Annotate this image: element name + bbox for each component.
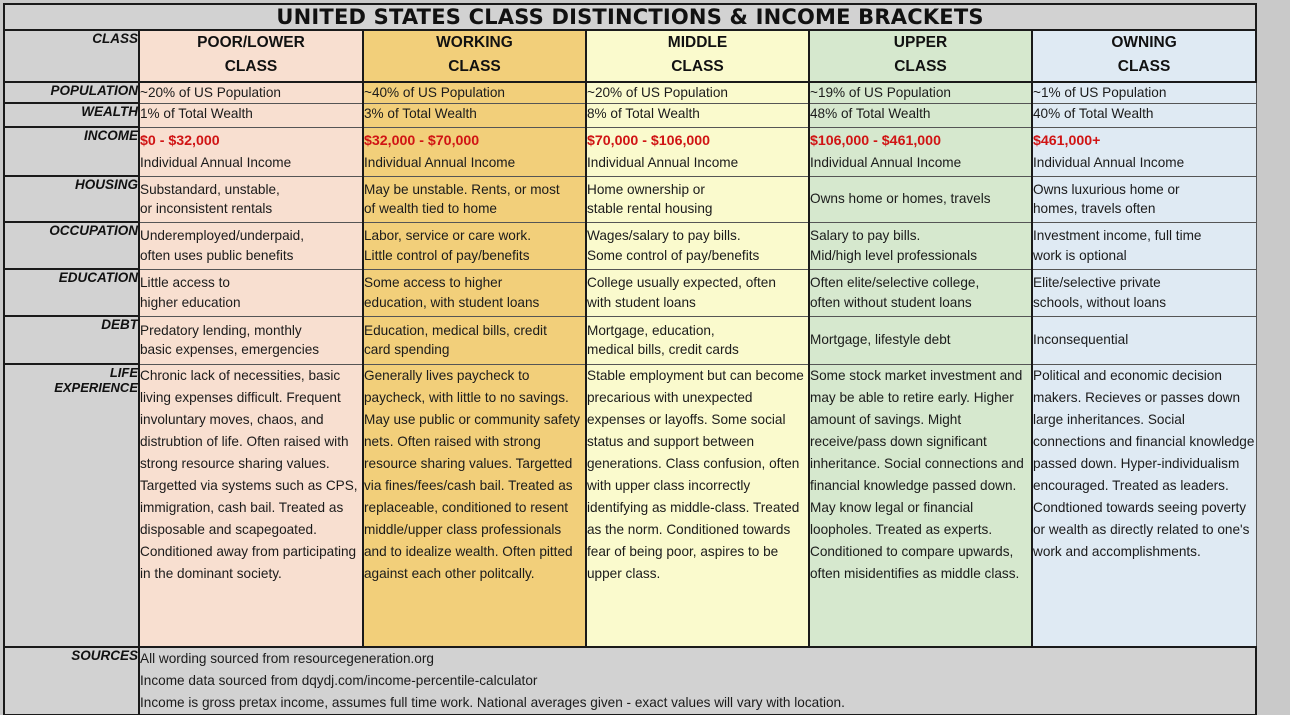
corner-label-class: CLASS [4,30,139,82]
text-line: Investment income, full time [1033,228,1202,243]
text-line: with student loans [587,294,696,310]
header-line-1: UPPER [893,34,948,51]
text-line: education, with student loans [364,294,540,310]
table-row [4,103,1256,127]
text-line: Underemployed/underpaid, [140,228,304,243]
text-line: work is optional [1033,247,1127,263]
text-line: medical bills, credit cards [587,342,739,358]
cell-life-experience-owning: Political and economic decision makers. Recieves or passes down large inheritances. Social connections and financial knowledge passed down. Hyper-individualism encouraged. Treated as leaders. Condtioned towards seeing poverty or wealth as directly related to one's work and accomplishments. [1032,364,1256,647]
source-line: Income is gross pretax income, assumes full time work. National averages given - exact values will vary with location. [140,695,845,711]
text-line: Inconsequential [1033,332,1129,348]
table-row [4,269,1256,316]
cell-wealth-owning: 40% of Total Wealth [1032,103,1256,127]
text-line: homes, travels often [1033,201,1156,217]
cell-population-poor: ~20% of US Population [139,82,363,103]
cell-debt-middle [586,316,809,364]
cell-housing-working [363,176,586,222]
text-line: Often elite/selective college, [810,275,980,290]
income-sub-label: Individual Annual Income [364,155,516,170]
cell-wealth-poor: 1% of Total Wealth [139,103,363,127]
cell-income-owning [1032,127,1256,176]
cell-education-owning [1032,269,1256,316]
cell-population-working: ~40% of US Population [363,82,586,103]
text-line: Elite/selective private [1033,275,1161,290]
cell-education-poor [139,269,363,316]
income-amount: $106,000 - $461,000 [810,132,941,149]
text-line: Mortgage, education, [587,322,715,338]
row-label-income: INCOME [4,127,139,176]
row-label-population: POPULATION [4,82,139,103]
cell-population-middle: ~20% of US Population [586,82,809,103]
row-label-line-2: EXPERIENCE [54,380,138,396]
row-label-education: EDUCATION [4,269,139,316]
text-line: May be unstable. Rents, or most [364,181,560,197]
income-sub-label: Individual Annual Income [1033,155,1185,170]
cell-income-poor [139,127,363,176]
cell-occupation-middle [586,222,809,269]
row-label-line-1: LIFE [109,365,138,381]
text-line: Education, medical bills, credit [364,322,547,338]
row-label-life-experience [4,364,139,647]
row-label-sources: SOURCES [4,647,139,715]
cell-life-experience-upper: Some stock market investment and may be able to retire early. Higher amount of savings. Might receive/pass down significant inheritance. Social connections and financial knowledge passed down. May know legal or financial loopholes. Treated as experts. Conditioned to compare upwards, often misidentifies as middle class. [809,364,1032,647]
text-line: schools, without loans [1033,294,1166,310]
text-line: College usually expected, often [587,275,776,290]
header-row [4,30,1256,82]
cell-education-middle [586,269,809,316]
cell-housing-owning [1032,176,1256,222]
title-row [4,4,1256,30]
page-title: UNITED STATES CLASS DISTINCTIONS & INCOME BRACKETS [4,4,1256,30]
income-amount: $32,000 - $70,000 [364,132,480,149]
cell-wealth-working: 3% of Total Wealth [363,103,586,127]
header-line-2: CLASS [671,58,724,76]
cell-income-upper [809,127,1032,176]
cell-debt-working [363,316,586,364]
cell-education-upper [809,269,1032,316]
cell-housing-upper [809,176,1032,222]
table-row [4,364,1256,647]
cell-occupation-poor [139,222,363,269]
cell-wealth-upper: 48% of Total Wealth [809,103,1032,127]
text-line: or inconsistent rentals [140,201,273,217]
sources-content [139,647,1256,715]
cell-wealth-middle: 8% of Total Wealth [586,103,809,127]
cell-income-middle [586,127,809,176]
income-amount: $461,000+ [1033,132,1101,149]
cell-life-experience-poor: Chronic lack of necessities, basic living expenses difficult. Frequent involuntary moves, chaos, and distrubtion of life. Often raised with strong resource sharing values. Targetted via systems such as CPS, immigration, cash bail. Treated as disposable and scapegoated. Conditioned away from participating in the dominant society. [139,364,363,647]
text-line: Mortgage, lifestyle debt [810,332,951,348]
cell-occupation-upper [809,222,1032,269]
income-sub-label: Individual Annual Income [810,155,962,170]
income-amount: $0 - $32,000 [140,132,220,149]
header-line-2: CLASS [1117,58,1171,76]
cell-population-upper: ~19% of US Population [809,82,1032,103]
row-label-occupation: OCCUPATION [4,222,139,269]
text-line: Mid/high level professionals [810,247,977,263]
header-line-1: MIDDLE [667,34,728,51]
column-header-working-class [363,30,586,82]
text-line: Predatory lending, monthly [140,322,302,338]
cell-debt-poor [139,316,363,364]
text-line: Owns home or homes, travels [810,191,991,207]
text-line: Owns luxurious home or [1033,181,1180,197]
class-distinctions-table [3,3,1257,715]
cell-housing-middle [586,176,809,222]
income-amount: $70,000 - $106,000 [587,132,711,149]
header-line-1: POOR/LOWER [197,34,305,51]
column-header-middle-class [586,30,809,82]
text-line: Wages/salary to pay bills. [587,228,741,243]
header-line-2: CLASS [224,58,278,76]
header-line-1: OWNING [1111,34,1177,51]
cell-income-working [363,127,586,176]
text-line: stable rental housing [587,201,713,217]
cell-debt-owning [1032,316,1256,364]
cell-education-working [363,269,586,316]
cell-debt-upper [809,316,1032,364]
income-sub-label: Individual Annual Income [587,155,739,170]
sources-row [4,647,1256,715]
table-row [4,176,1256,222]
cell-occupation-owning [1032,222,1256,269]
text-line: Home ownership or [587,181,705,197]
column-header-upper-class [809,30,1032,82]
cell-housing-poor [139,176,363,222]
text-line: Substandard, unstable, [140,181,280,197]
text-line: card spending [364,342,450,358]
column-header-poor-lower-class [139,30,363,82]
text-line: often without student loans [810,294,972,310]
text-line: often uses public benefits [140,247,294,263]
text-line: Little access to [140,275,230,290]
cell-population-owning: ~1% of US Population [1032,82,1256,103]
header-line-2: CLASS [448,58,501,76]
text-line: Salary to pay bills. [810,228,921,243]
table-row [4,127,1256,176]
text-line: basic expenses, emergencies [140,342,320,358]
row-label-wealth: WEALTH [4,103,139,127]
column-header-owning-class [1032,30,1256,82]
source-line: Income data sourced from dqydj.com/income-percentile-calculator [140,673,538,689]
table-row [4,82,1256,103]
table-row [4,222,1256,269]
text-line: Some access to higher [364,275,503,290]
row-label-debt: DEBT [4,316,139,364]
text-line: Labor, service or care work. [364,228,531,243]
row-label-housing: HOUSING [4,176,139,222]
text-line: Little control of pay/benefits [364,247,530,263]
text-line: of wealth tied to home [364,201,497,217]
cell-occupation-working [363,222,586,269]
text-line: higher education [140,294,241,310]
header-line-2: CLASS [894,58,947,76]
income-sub-label: Individual Annual Income [140,155,292,170]
header-line-1: WORKING [436,34,513,51]
cell-life-experience-working: Generally lives paycheck to paycheck, with little to no savings. May use public or community safety nets. Often raised with strong resource sharing values. Targetted via fines/fees/cash bail. Treated as replaceable, conditioned to resent middle/upper class professionals and to idealize wealth. Often pitted against each other politcally. [363,364,586,647]
text-line: Some control of pay/benefits [587,247,760,263]
table-row [4,316,1256,364]
source-line: All wording sourced from resourcegeneration.org [140,651,434,667]
cell-life-experience-middle: Stable employment but can become precarious with unexpected expenses or layoffs. Some social status and support between generations. Class confusion, often with upper class incorrectly identifying as middle-class. Treated as the norm. Conditioned towards fear of being poor, aspires to be upper class. [586,364,809,647]
